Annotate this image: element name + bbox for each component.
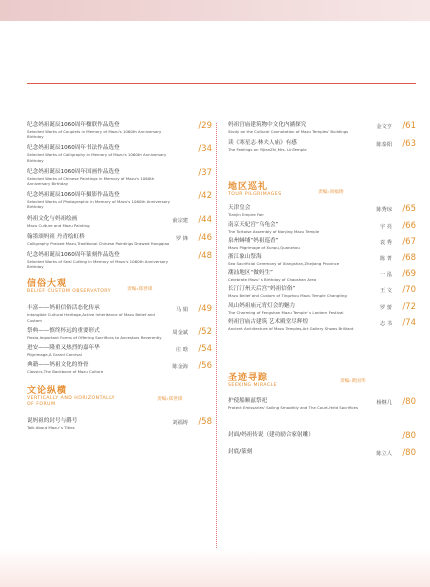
entry-title-en: Sea Sacrificial Ceremony of Xiangshan,Zhejiang Province bbox=[228, 261, 340, 267]
entry-author: 宇 亮 bbox=[379, 223, 392, 230]
entry-page-number: /63 bbox=[402, 139, 416, 150]
entry-title-en: Pilgrimage,A Grand Carnival bbox=[27, 352, 82, 358]
entry-page-number: /72 bbox=[402, 301, 416, 312]
entry-title-zh: 泉州蟳埔“妈祖巡香” bbox=[228, 237, 279, 244]
toc-entry[interactable] bbox=[228, 222, 416, 234]
entry-title-en: Selected Works of Seal Cutting in Memory of Mazu's 1060th Anniversary Birthday bbox=[27, 259, 169, 270]
forum-entries bbox=[27, 418, 212, 430]
entry-page-number: /66 bbox=[402, 220, 416, 231]
entry-title-zh: 潮汕地区“做妈生” bbox=[228, 270, 273, 277]
entry-page-number: /46 bbox=[198, 232, 212, 243]
entry-author: 袁 秀 bbox=[379, 239, 392, 246]
entry-page-number: /67 bbox=[402, 236, 416, 247]
toc-entry[interactable] bbox=[27, 145, 212, 162]
pilgrim-entries bbox=[228, 205, 416, 331]
entry-page-number: /61 bbox=[402, 121, 416, 131]
entry-page-number: /80 bbox=[402, 397, 416, 408]
section-title: 圣迹寻踪 bbox=[228, 373, 269, 384]
entry-title-en: The Tortoise Assembly of Nanjing Mazu Temple bbox=[228, 228, 320, 234]
entry-title-zh: 南京天妃宫“乌龟会” bbox=[228, 221, 279, 228]
toc-entry[interactable] bbox=[27, 252, 212, 269]
entry-page-number: /65 bbox=[402, 204, 416, 215]
entry-author: 金文亨 bbox=[376, 124, 392, 130]
entry-page-number: /70 bbox=[402, 285, 416, 296]
right-column bbox=[228, 122, 416, 466]
entry-title-zh: 封面/妈祖传说（建功励合家射雕） bbox=[228, 432, 314, 439]
section-editor: 责编:刘福铸 bbox=[318, 190, 344, 196]
entry-title-zh: 纪念妈祖诞辰1060周年国画作品选登 bbox=[27, 168, 120, 175]
toc-entry[interactable] bbox=[228, 205, 416, 217]
toc-entry[interactable] bbox=[228, 319, 416, 331]
entry-title-en: Study on the Cultural Connotation of Mazu Temples' Buildings bbox=[228, 129, 349, 134]
entry-page-number: /34 bbox=[198, 144, 212, 155]
entry-author: 刘福铸 bbox=[172, 420, 188, 427]
toc-entry[interactable] bbox=[27, 169, 212, 186]
belief-entries bbox=[27, 305, 212, 374]
entry-author: 王 文 bbox=[379, 288, 392, 295]
header-rule bbox=[27, 83, 416, 84]
entry-title-en: The Charming of Fengshan Mazu Temple' s Lantern Festival bbox=[228, 309, 344, 315]
entry-title-zh: 丰富——妈祖信俗活态化传承 bbox=[27, 305, 100, 312]
toc-entry[interactable] bbox=[27, 418, 212, 430]
entry-author: 陈金海 bbox=[172, 364, 188, 371]
entry-title-en: Classics,The Backbone of Mazu Culture bbox=[27, 369, 104, 375]
entry-title-en: Ancient Architecture of Mazu Temples,Art Gallery Shows Brilliant bbox=[228, 325, 354, 331]
entry-title-zh: 翰墨颂妈祖 丹青绘虹桥 bbox=[27, 233, 85, 240]
entry-title-zh: 护使船顺兹祭祀 bbox=[228, 398, 268, 405]
entry-author: 陈 菁 bbox=[379, 256, 392, 263]
entry-page-number: /80 bbox=[402, 431, 416, 442]
toc-entry[interactable] bbox=[27, 362, 212, 374]
entry-title-zh: 妈祖宫庙建筑物中文化内涵探究 bbox=[228, 122, 307, 128]
toc-entry[interactable] bbox=[27, 234, 212, 246]
entry-title-zh: 典籍——妈祖文化的脊骨 bbox=[27, 362, 89, 369]
toc-entry[interactable] bbox=[228, 238, 416, 250]
entry-title-zh: 凤山妈祖庙元宵灯会的魅力 bbox=[228, 302, 296, 309]
entry-title-en: Calligraphy Praised Mazu,Traditional Chinese Paintings Drawed Hongqiao bbox=[27, 240, 170, 246]
entry-title-en: Selected Works of Calligraphy in Memory of Mazu's 1060th Anniversary Birthday bbox=[27, 152, 167, 163]
entry-title-en: Tianjin Empire Fair bbox=[228, 212, 264, 218]
entry-title-en: Celebrate Mazu' s Birthday of Chaoshan Area bbox=[228, 277, 317, 283]
toc-entry[interactable] bbox=[228, 254, 416, 266]
entry-title-en: Mazu Pilgrimage of Xunpu,Quanzhou bbox=[228, 244, 300, 250]
toc-entry[interactable] bbox=[228, 303, 416, 315]
entry-title-en: Fiesta,Important Forms of Offering Sacrifices to Ancestors Reverently bbox=[27, 334, 162, 340]
section-subtitle: TOUR PILGRIMAGES bbox=[228, 192, 282, 198]
toc-entry[interactable] bbox=[228, 286, 416, 298]
section-title: 文论纵横 bbox=[27, 386, 68, 397]
toc-entry[interactable] bbox=[27, 345, 212, 357]
section-editor: 责编:郑世锋 bbox=[157, 397, 183, 403]
entry-page-number: /54 bbox=[198, 344, 212, 355]
left-column bbox=[27, 122, 212, 435]
section-title: 信俗大观 bbox=[27, 279, 68, 290]
entry-page-number: /52 bbox=[198, 326, 212, 337]
entry-page-number: /58 bbox=[198, 417, 212, 428]
section-seeking bbox=[228, 373, 416, 389]
entry-title-en: Selected Works of Chinese Paintings in Memory of Mazu's 1060th Anniversary Birthday bbox=[27, 175, 155, 187]
toc-entry[interactable] bbox=[228, 140, 416, 152]
entry-title-en: Selected Works of Couplets in Memory of Mazu's 1060th Anniversary Birthday bbox=[27, 129, 162, 140]
entry-title-zh: 进安——隆重又热烈的嘉年华 bbox=[27, 345, 100, 352]
column-divider bbox=[216, 123, 217, 548]
section-title: 地区巡礼 bbox=[228, 182, 269, 193]
entry-page-number: /48 bbox=[198, 251, 212, 262]
entry-page-number: /68 bbox=[402, 253, 416, 264]
entry-title-zh: 说妈祖的封号与爵号 bbox=[27, 418, 78, 425]
entry-title-en: Mazu Culture and Mazu Painting bbox=[27, 222, 90, 228]
toc-entry[interactable] bbox=[228, 431, 416, 442]
toc-entry[interactable] bbox=[228, 398, 416, 410]
entry-title-en: Intangible Cultural Heritage,Active Inheritance of Mazu Belief and Custom bbox=[27, 312, 155, 323]
entry-title-zh: 长汀汀州天后宫“妈祖信俗” bbox=[228, 286, 296, 293]
entry-title-en: Protect Emissaries' Sailing Smoothly and The Court-Held Sacrifices bbox=[228, 405, 358, 411]
entry-title-en: Mazu Belief and Custom of Tingzhou Mazu Temple Changting bbox=[228, 293, 347, 299]
bottom-fade bbox=[0, 548, 430, 587]
section-editor: 责编:黄国华 bbox=[340, 379, 366, 385]
entry-title-zh: 纪念妈祖诞辰1060周年书法作品选登 bbox=[27, 145, 120, 152]
toc-entry[interactable] bbox=[27, 216, 212, 228]
entry-title-zh: 封底/篆刻 bbox=[228, 449, 253, 456]
entry-author: 杨继几 bbox=[376, 400, 392, 407]
entry-title-en: Talk About Mazu' s Titles bbox=[27, 425, 75, 431]
toc-entry[interactable] bbox=[228, 448, 416, 459]
section-subtitle: SEEKING MIRACLE bbox=[228, 383, 278, 389]
section-editor: 责编:郑世锋 bbox=[127, 287, 153, 293]
entry-page-number: /69 bbox=[402, 269, 416, 280]
entry-title-zh: 妈祖文化与妈祖绘画 bbox=[27, 215, 78, 222]
entry-author: 庄 晗 bbox=[175, 347, 188, 354]
entry-author: 陈泰阳 bbox=[376, 142, 392, 149]
entry-author: 志 书 bbox=[379, 320, 392, 327]
entry-title-zh: 纪念妈祖诞辰1060周年篆刻作品选登 bbox=[27, 252, 120, 259]
tail-entries bbox=[228, 431, 416, 459]
entry-title-en: Selected Works of Photographic in Memory of Mazu's 1060th Anniversary Birthday bbox=[27, 199, 170, 210]
right-entries-a bbox=[228, 122, 416, 152]
toc-entry[interactable] bbox=[27, 328, 212, 340]
seeking-entries bbox=[228, 398, 416, 410]
toc-entry[interactable] bbox=[228, 122, 416, 134]
entry-page-number: /29 bbox=[198, 121, 212, 131]
entry-author: 罗 锋 bbox=[175, 235, 188, 242]
entry-page-number: /49 bbox=[198, 304, 212, 315]
toc-entry[interactable] bbox=[27, 192, 212, 209]
entry-title-zh: 读《寒星志·林夫人庙》有感 bbox=[228, 140, 297, 147]
toc-entry[interactable] bbox=[27, 305, 212, 322]
entry-title-zh: 妈祖宫庙古建筑 艺术殿堂尽辉煌 bbox=[228, 318, 309, 325]
top-band-gradient bbox=[0, 0, 430, 21]
entry-author: 周金斌 bbox=[172, 329, 188, 336]
section-subtitle: BELIEF CUSTOM OBSERVATORY bbox=[27, 289, 112, 295]
section-belief bbox=[27, 279, 212, 295]
entry-author: 陈秀琼 bbox=[376, 207, 392, 214]
entry-author: 一 泓 bbox=[379, 272, 392, 279]
entry-author: 俞宗建 bbox=[172, 217, 188, 224]
entry-author: 罗 蕾 bbox=[379, 304, 392, 311]
entry-page-number: /37 bbox=[198, 167, 212, 178]
entry-title-zh: 纪念妈祖诞辰1060周年摄影作品选登 bbox=[27, 192, 120, 199]
entry-title-zh: 浙江象山祭海 bbox=[228, 254, 262, 261]
section-pilgrim bbox=[228, 182, 416, 198]
entry-title-zh: 祭典——慎终怀远的重要形式 bbox=[27, 327, 100, 334]
entry-page-number: /44 bbox=[198, 214, 212, 225]
entry-title-zh: 纪念妈祖诞辰1060周年楹联作品选登 bbox=[27, 122, 120, 128]
entry-page-number: /80 bbox=[402, 448, 416, 459]
toc-entry[interactable] bbox=[27, 122, 212, 139]
section-forum bbox=[27, 386, 212, 408]
entry-page-number: /56 bbox=[198, 361, 212, 372]
entry-title-zh: 天津皇会 bbox=[228, 205, 251, 212]
section-subtitle: VERTICALLY AND HORIZONTALLY OF FORUM bbox=[27, 396, 115, 408]
left-entries-a bbox=[27, 122, 212, 269]
entry-page-number: /42 bbox=[198, 191, 212, 202]
toc-entry[interactable] bbox=[228, 270, 416, 282]
entry-author: 陈立人 bbox=[376, 451, 392, 458]
entry-page-number: /74 bbox=[402, 317, 416, 328]
entry-title-en: The Feelings on YiJianZhi,Mrs. LinTemple bbox=[228, 147, 307, 153]
entry-author: 马 娟 bbox=[175, 307, 188, 314]
